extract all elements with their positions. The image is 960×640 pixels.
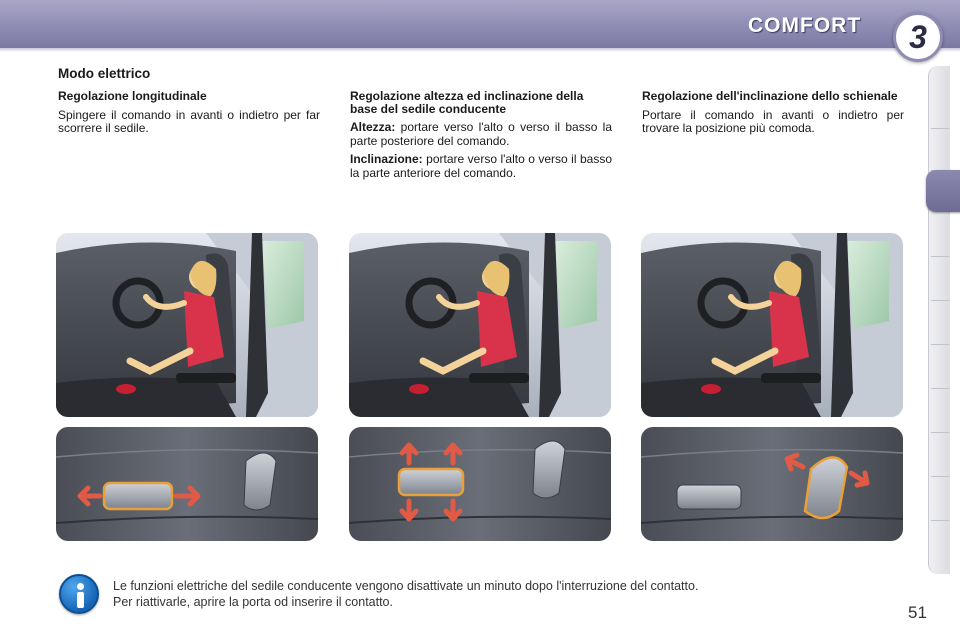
instruction-label: Altezza: xyxy=(350,120,396,134)
chapter-tab-strip xyxy=(928,66,950,574)
instruction-text: portare verso l'alto o verso il basso la parte anteriore del comando. xyxy=(350,152,612,180)
backrest-recline-control-icon xyxy=(641,427,903,541)
active-chapter-tab xyxy=(926,170,960,212)
seat-slide-control-icon xyxy=(56,427,318,541)
instruction-text: portare verso l'alto o verso il basso la parte posteriore del comando. xyxy=(350,120,613,148)
info-icon-dot xyxy=(77,583,84,590)
column-text: Portare il comando in avanti o indietro per trovare la posizione più comoda. xyxy=(642,107,904,135)
instruction-tilt xyxy=(350,153,612,180)
column-heading: Regolazione altezza ed inclinazione della base del sedile conducente xyxy=(350,89,584,116)
tab-divider xyxy=(931,300,949,301)
tab-divider xyxy=(931,432,949,433)
seat-height-tilt-control-icon xyxy=(349,427,611,541)
instruction-height xyxy=(350,121,612,148)
tab-divider xyxy=(931,520,949,521)
driver-seat-illustration xyxy=(56,233,318,417)
chapter-number-badge xyxy=(893,12,943,62)
column-text: Spingere il comando in avanti o indietro per far scorrere il sedile. xyxy=(58,107,320,135)
tab-divider xyxy=(931,128,949,129)
driver-seat-illustration xyxy=(349,233,611,417)
tab-divider xyxy=(931,344,949,345)
chapter-number: 3 xyxy=(909,18,927,55)
info-icon-bar xyxy=(77,592,84,608)
info-note xyxy=(113,579,873,610)
column-backrest xyxy=(642,90,904,141)
info-icon xyxy=(59,574,99,614)
tab-divider xyxy=(931,476,949,477)
column-longitudinal xyxy=(58,90,320,141)
column-heading: Regolazione dell'inclinazione dello schienale xyxy=(642,89,898,103)
page-number: 51 xyxy=(908,603,927,622)
info-note-line: Le funzioni elettriche del sedile conducente vengono disattivate un minuto dopo l'interruzione del contatto. xyxy=(113,579,699,593)
info-note-line: Per riattivarle, aprire la porta od inserire il contatto. xyxy=(113,594,393,609)
section-title: Modo elettrico xyxy=(58,66,151,81)
column-height-tilt xyxy=(350,90,612,185)
driver-seat-illustration xyxy=(641,233,903,417)
chapter-title: COMFORT xyxy=(748,14,862,37)
tab-divider xyxy=(931,388,949,389)
header-shadow xyxy=(0,48,960,52)
column-heading: Regolazione longitudinale xyxy=(58,89,207,103)
instruction-label: Inclinazione: xyxy=(350,152,423,166)
tab-divider xyxy=(931,256,949,257)
